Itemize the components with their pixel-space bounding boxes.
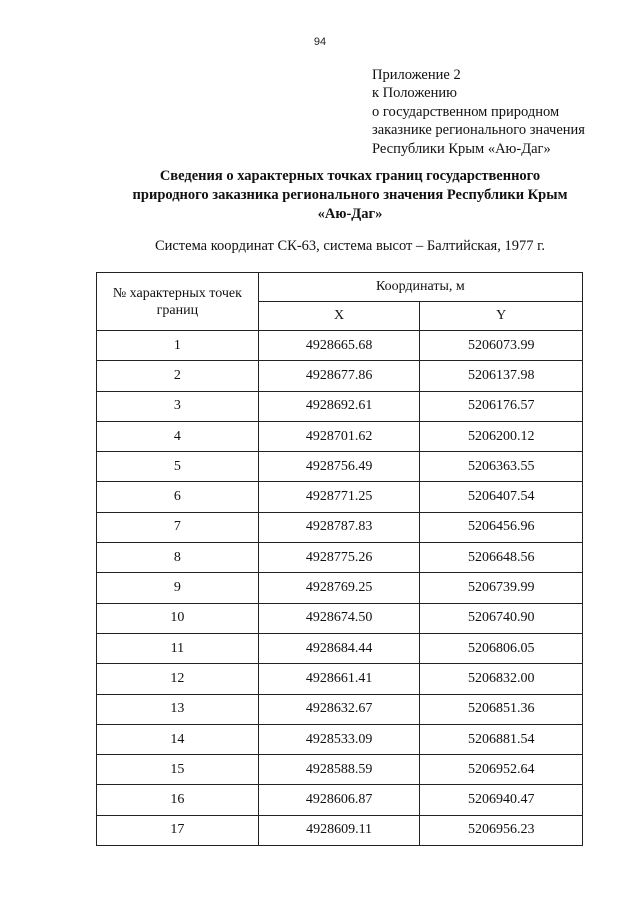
table-row	[97, 755, 583, 785]
appendix-line: заказнике регионального значения	[372, 122, 585, 139]
title-line: Сведения о характерных точках границ государственного	[159, 168, 541, 184]
table-row	[97, 724, 583, 754]
cell-point-number: 3	[97, 391, 259, 421]
table-row	[97, 482, 583, 512]
appendix-note	[372, 66, 585, 158]
cell-x: 4928533.09	[258, 724, 420, 754]
cell-x: 4928665.68	[258, 331, 420, 361]
cell-point-number: 17	[97, 815, 259, 845]
cell-point-number: 6	[97, 482, 259, 512]
table-row	[97, 421, 583, 451]
table-row	[97, 815, 583, 845]
cell-x: 4928674.50	[258, 603, 420, 633]
table-row	[97, 512, 583, 542]
cell-point-number: 8	[97, 543, 259, 573]
title-line: природного заказника регионального значения Республики Крым	[132, 187, 568, 203]
cell-y: 5206073.99	[420, 331, 583, 361]
cell-y: 5206881.54	[420, 724, 583, 754]
cell-x: 4928701.62	[258, 421, 420, 451]
table-row	[97, 573, 583, 603]
cell-x: 4928756.49	[258, 452, 420, 482]
cell-x: 4928787.83	[258, 512, 420, 542]
coordinates-table	[96, 272, 583, 846]
cell-point-number: 2	[97, 361, 259, 391]
header-y: Y	[420, 302, 583, 331]
title-line: «Аю-Даг»	[317, 206, 383, 222]
header-point-number: № характерных точек границ	[97, 273, 259, 331]
cell-x: 4928661.41	[258, 664, 420, 694]
cell-point-number: 13	[97, 694, 259, 724]
table-row	[97, 452, 583, 482]
table-row	[97, 391, 583, 421]
cell-y: 5206832.00	[420, 664, 583, 694]
cell-y: 5206648.56	[420, 543, 583, 573]
cell-x: 4928775.26	[258, 543, 420, 573]
cell-x: 4928769.25	[258, 573, 420, 603]
cell-y: 5206740.90	[420, 603, 583, 633]
table-row	[97, 361, 583, 391]
cell-y: 5206956.23	[420, 815, 583, 845]
cell-y: 5206952.64	[420, 755, 583, 785]
cell-x: 4928677.86	[258, 361, 420, 391]
cell-x: 4928606.87	[258, 785, 420, 815]
table-row	[97, 543, 583, 573]
cell-y: 5206851.36	[420, 694, 583, 724]
appendix-line: Республики Крым «Аю-Даг»	[372, 140, 551, 157]
table-row	[97, 664, 583, 694]
cell-point-number: 14	[97, 724, 259, 754]
cell-y: 5206176.57	[420, 391, 583, 421]
cell-point-number: 11	[97, 633, 259, 663]
cell-y: 5206407.54	[420, 482, 583, 512]
document-title	[60, 167, 640, 224]
table-row	[97, 694, 583, 724]
cell-x: 4928771.25	[258, 482, 420, 512]
cell-y: 5206806.05	[420, 633, 583, 663]
cell-y: 5206940.47	[420, 785, 583, 815]
appendix-line: о государственном природном	[372, 103, 560, 120]
cell-point-number: 7	[97, 512, 259, 542]
cell-y: 5206739.99	[420, 573, 583, 603]
appendix-line: к Положению	[372, 85, 457, 102]
table-row	[97, 331, 583, 361]
coordinate-system-note: Система координат СК-63, система высот – Балтийская, 1977 г.	[154, 238, 546, 254]
cell-point-number: 5	[97, 452, 259, 482]
header-coordinates: Координаты, м	[258, 273, 582, 302]
cell-point-number: 12	[97, 664, 259, 694]
cell-y: 5206456.96	[420, 512, 583, 542]
table-body	[97, 331, 583, 846]
cell-y: 5206363.55	[420, 452, 583, 482]
cell-y: 5206200.12	[420, 421, 583, 451]
cell-point-number: 9	[97, 573, 259, 603]
cell-point-number: 16	[97, 785, 259, 815]
cell-x: 4928588.59	[258, 755, 420, 785]
cell-point-number: 10	[97, 603, 259, 633]
table-row	[97, 633, 583, 663]
cell-x: 4928632.67	[258, 694, 420, 724]
cell-point-number: 15	[97, 755, 259, 785]
appendix-line: Приложение 2	[372, 67, 461, 83]
table-row	[97, 603, 583, 633]
cell-x: 4928609.11	[258, 815, 420, 845]
cell-y: 5206137.98	[420, 361, 583, 391]
page-number: 94	[313, 36, 327, 48]
cell-point-number: 4	[97, 421, 259, 451]
cell-x: 4928684.44	[258, 633, 420, 663]
cell-x: 4928692.61	[258, 391, 420, 421]
cell-point-number: 1	[97, 331, 259, 361]
table-row	[97, 785, 583, 815]
header-x: X	[258, 302, 420, 331]
